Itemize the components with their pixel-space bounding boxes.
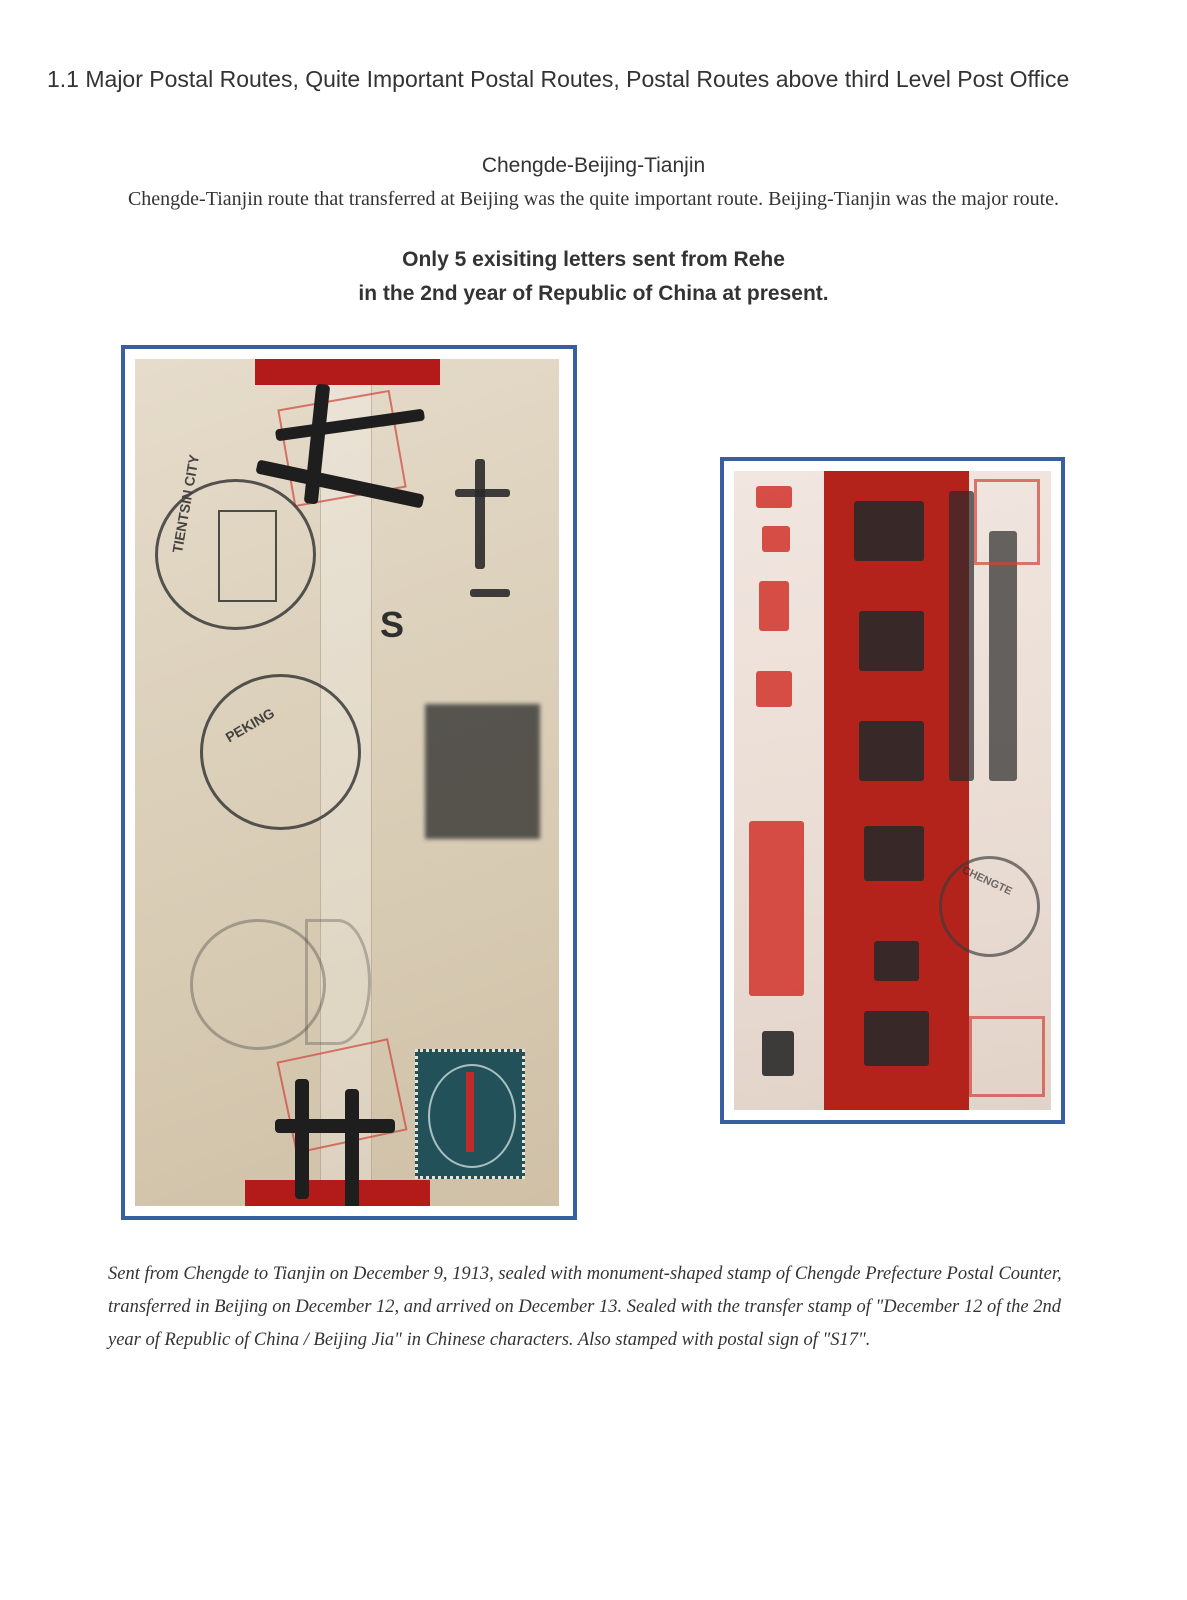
addressee-calligraphy xyxy=(874,941,919,981)
route-name: Chengde-Beijing-Tianjin xyxy=(481,154,706,177)
handwriting-mark xyxy=(470,589,510,597)
cover-back-image xyxy=(135,359,559,1206)
sender-writing xyxy=(756,671,792,707)
addressee-calligraphy xyxy=(859,611,924,671)
sender-writing xyxy=(756,486,792,508)
postmark-text: TIENTSIN CITY xyxy=(169,453,203,555)
sender-writing xyxy=(762,526,790,552)
postal-sign-s17: S xyxy=(380,604,405,645)
calligraphy-stroke xyxy=(295,1079,309,1199)
addressee-calligraphy xyxy=(864,1011,929,1066)
postmark-chengde xyxy=(939,856,1040,957)
cover-caption: Sent from Chengde to Tianjin on December 9, 1913, sealed with monument-shaped stamp of Chengde Prefecture Postal Counter, transferred in Beijing on December 12, and arrived on December 13. Sealed with the transfer stamp of "December 12 of the 2nd year of Republic of China / Beijing Jia" in Chinese characters. Also stamped with postal sign of "S17". xyxy=(108,1264,1062,1350)
red-seal-mark xyxy=(969,1016,1045,1097)
red-seal-strip-top xyxy=(255,359,440,385)
highlight-line-1: Only 5 exisiting letters sent from Rehe xyxy=(402,248,785,271)
address-writing xyxy=(949,491,974,781)
postage-stamp xyxy=(415,1049,525,1179)
cover-front-frame xyxy=(720,457,1065,1124)
cover-front-image xyxy=(734,471,1051,1110)
postmark-faint xyxy=(305,919,371,1045)
cover-back-frame xyxy=(121,345,577,1220)
route-description: Chengde-Tianjin route that transferred at Beijing was the quite important route. Beijing-Tianjin was the major route. xyxy=(127,188,1060,210)
postmark-peking xyxy=(200,674,361,830)
handwriting-mark xyxy=(455,489,510,497)
addressee-calligraphy xyxy=(859,721,924,781)
postmark-text: CHENGTE xyxy=(959,864,1014,898)
red-seal-mark xyxy=(974,479,1040,565)
postmark-tientsin xyxy=(155,453,316,630)
red-seal-strip-bottom xyxy=(245,1180,430,1206)
sender-writing xyxy=(759,581,789,631)
monument-shaped-stamp xyxy=(425,704,540,839)
address-writing xyxy=(989,531,1017,781)
addressee-calligraphy xyxy=(864,826,924,881)
sender-chop xyxy=(749,821,804,996)
postmark-date-box xyxy=(218,510,277,602)
highlight-line-2: in the 2nd year of Republic of China at present. xyxy=(358,282,829,305)
sender-writing xyxy=(762,1031,794,1076)
addressee-calligraphy xyxy=(854,501,924,561)
stamp-overprint xyxy=(466,1072,474,1152)
calligraphy-stroke xyxy=(275,1119,395,1133)
postmark-text: PEKING xyxy=(222,704,278,746)
handwriting-mark xyxy=(475,459,485,569)
page-heading: 1.1 Major Postal Routes, Quite Important Postal Routes, Postal Routes above third Level Post Office xyxy=(47,66,1070,92)
calligraphy-stroke xyxy=(345,1089,359,1206)
